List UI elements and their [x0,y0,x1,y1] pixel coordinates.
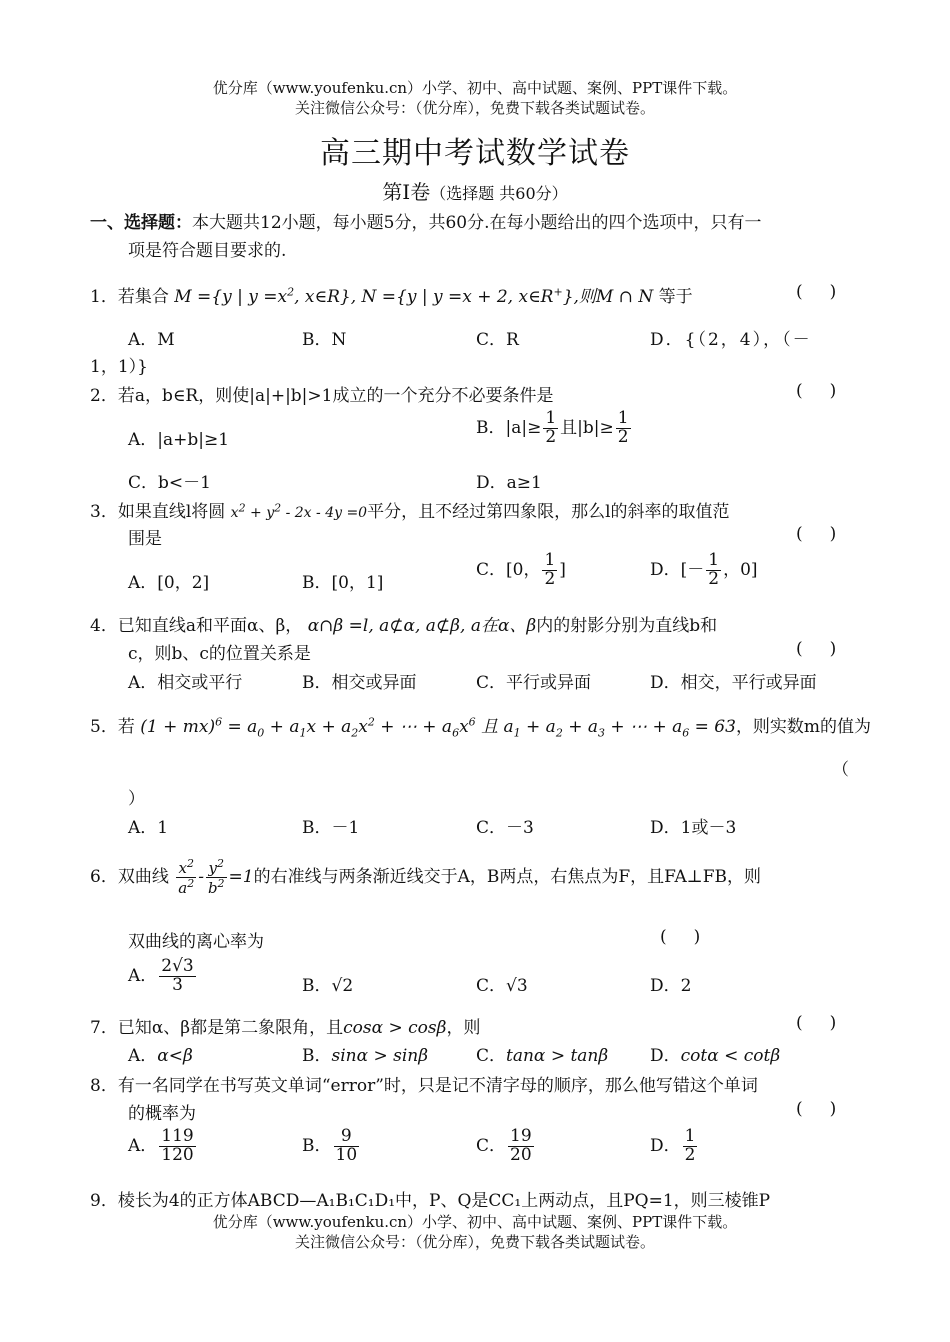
q2-b-frac-2-num: 1 [617,408,629,428]
q7-option-b [302,1041,428,1066]
q3-number: 3． [90,502,118,522]
q7-option-c [476,1041,608,1066]
q6-answer-blank: ( ) [660,927,701,947]
q2-b-frac-1 [543,410,558,447]
q2-b-mid: 且|b|≥ [560,417,614,438]
q6-c-label: C． [476,976,507,996]
q4-option-b: B．相交或异面 [302,673,417,693]
q7-pre: 已知α、β都是第二象限角，且 [117,1018,344,1038]
q1-formula: M ={y | $y =x^2$, x∈R}, N ={y | y =x + 2, x∈R+},则M ∩ N [174,285,654,307]
q8-text: 有一名同学在书写英文单词“error”时，只是记不清字母的顺序，那么他写错这个单词 [117,1076,758,1096]
q3-c-post: ] [559,559,566,580]
q5-option-d: D．1或－3 [650,818,737,838]
q8-d-den: 2 [684,1144,696,1165]
q7-answer-blank: ( ) [796,1013,837,1033]
q6-b-label: B． [302,976,332,996]
q3-formula: $x^2 + y^2 - 2x - 4y =0$ [230,501,368,521]
header-line-2: 关注微信公众号：（优分库），免费下载各类试题试卷。 [294,99,655,117]
q1-option-d: D．{（2，4），（－ [650,330,812,350]
q6-a-label: A． [128,965,158,986]
q2-b-frac-2 [616,410,631,447]
q8-a-label: A． [128,1135,158,1156]
q1-post: 等于 [658,287,693,307]
q4-formula: α∩β =l, a⊄α, a⊄β, a在α、β [307,616,537,636]
q2-option-d: D．a≥1 [476,473,542,493]
q3-answer-blank: ( ) [796,524,837,544]
page-title: 高三期中考试数学试卷 [320,136,630,171]
footer-line-2: 关注微信公众号：（优分库），免费下载各类试题试卷。 [294,1233,655,1251]
q8-a-den: 120 [161,1144,194,1165]
q4-pre: 已知直线a和平面α、β， [117,616,303,636]
q7-a-label: A． [128,1046,158,1066]
q3-option-c [476,552,566,589]
q8-d-frac [683,1128,698,1165]
q2-option-b [476,410,633,447]
q8-option-d [650,1128,699,1165]
question-5 [90,712,872,740]
q3-c-pre: C．[0， [476,559,541,580]
q5-option-b: B．－1 [302,818,360,838]
q4-option-c: C．平行或异面 [476,673,592,693]
question-1 [90,282,860,307]
q3-c-frac-num: 1 [544,550,556,570]
q6-pre: 双曲线 [117,866,169,887]
q3-option-d [650,552,758,589]
q1-number: 1． [90,287,118,307]
q3-option-a: A．[0，2] [128,573,210,593]
q8-c-num: 19 [510,1126,532,1146]
q5-paren-close: ） [128,789,145,809]
question-3 [90,497,860,522]
q2-b-frac-1-den: 2 [545,426,557,447]
q8-d-label: D． [650,1135,681,1156]
question-4 [90,611,860,636]
q3-d-frac-num: 1 [708,550,720,570]
subtitle-main: 第Ⅰ卷 [382,180,431,204]
q3-d-post: ，0] [723,559,758,580]
paper-subtitle [0,176,950,205]
q3-c-frac [542,552,557,589]
q8-number: 8． [90,1076,118,1096]
q2-answer-blank: ( ) [796,381,837,401]
q2-b-frac-2-den: 2 [617,426,629,447]
q1-answer-blank: ( ) [796,282,837,302]
q4-answer-blank: ( ) [796,639,837,659]
q1-option-b: B．N [302,330,347,350]
q7-d-label: D． [650,1046,681,1066]
q8-c-frac [508,1128,534,1165]
q7-post: ，则 [446,1018,481,1038]
q3-d-pre: D．[－ [650,559,705,580]
q8-b-label: B． [302,1135,332,1156]
q6-option-b [302,971,353,996]
question-7 [90,1013,860,1038]
section-intro [90,208,860,233]
q6-b-value: √2 [331,976,354,996]
q8-line-2: 的概率为 [128,1104,196,1124]
q2-b-frac-1-num: 1 [545,408,557,428]
section-label: 一、选择题： [90,213,192,233]
q6-c-value: √3 [506,976,528,996]
q8-option-b [302,1128,361,1165]
section-text-1: 本大题共12小题，每小题5分，共60分.在每小题给出的四个选项中，只有一 [192,213,762,233]
q7-b-label: B． [302,1046,332,1066]
q6-number: 6． [90,866,118,887]
q6-option-a [128,958,198,995]
q9-number: 9． [90,1191,118,1211]
q2-text: 若a，b∈R，则使|a|+|b|>1成立的一个充分不必要条件是 [117,386,554,406]
q8-b-frac [334,1128,360,1165]
q8-d-num: 1 [684,1126,696,1146]
q8-c-label: C． [476,1135,507,1156]
q7-option-a [128,1041,193,1066]
header-line-1: 优分库（www.youfenku.cn）小学、初中、高中试题、案例、PPT课件下载。 [212,79,738,97]
q3-d-frac [706,552,721,589]
q7-formula: cosα > cosβ [343,1018,447,1038]
q2-option-c: C．b<－1 [128,473,211,493]
q5-option-c: C．－3 [476,818,534,838]
q7-a-value: α<β [157,1046,193,1066]
q6-line-2: 双曲线的离心率为 [128,932,264,952]
question-9 [90,1186,860,1211]
q8-option-c [476,1128,536,1165]
subtitle-detail: （选择题 共60分） [430,184,568,203]
q8-a-frac [159,1128,195,1165]
q7-c-label: C． [476,1046,507,1066]
question-2 [90,381,860,406]
q9-text: 棱长为4的正方体ABCD—A₁B₁C₁D₁中，P、Q是CC₁上两动点，且PQ=1，则三棱锥P [117,1191,771,1211]
q2-b-pre: B．|a|≥ [476,417,542,438]
q1-option-a: A．M [128,330,175,350]
q4-option-d: D．相交，平行或异面 [650,673,817,693]
q8-c-den: 20 [510,1144,532,1165]
question-6 [90,858,860,897]
q8-b-den: 10 [335,1144,358,1165]
q3-line-2: 围是 [128,529,162,549]
q4-line-2: c，则b、c的位置关系是 [128,644,311,664]
q6-a-value: $\frac{2√3}{3}$ [161,956,194,995]
q5-formula: $(1 + mx)^6 = a_0 + a_1x + a_2x^2$ + ⋯ + $a_6x^6$ 且 $a_1 + a_2 + a_3$ + ⋯ + $a_6 = 63$ [140,715,736,740]
q2-number: 2． [90,386,118,406]
q7-option-d [650,1041,780,1066]
q5-pre: 若 [117,717,135,737]
q3-option-b: B．[0，1] [302,573,384,593]
q7-b-value: sinα > sinβ [331,1046,429,1066]
q7-c-value: tanα > tanβ [506,1046,609,1066]
q8-b-num: 9 [334,1128,360,1147]
q4-post: 内的射影分别为直线b和 [536,616,718,636]
q8-option-a [128,1128,198,1165]
q1-option-d-cont: 1，1）} [90,357,148,377]
q8-a-num: 119 [161,1126,194,1146]
q5-post: ，则实数m的值为 [735,717,872,737]
q5-number: 5． [90,717,118,737]
q8-answer-blank: ( ) [796,1099,837,1119]
section-text-2: 项是符合题目要求的. [128,241,287,261]
q1-pre: 若集合 [117,287,169,307]
q4-number: 4． [90,616,118,636]
q5-paren-open: （ [832,760,849,780]
q3-post: 平分，且不经过第四象限，那么l的斜率的取值范 [367,502,730,522]
footer-line-1: 优分库（www.youfenku.cn）小学、初中、高中试题、案例、PPT课件下载。 [212,1213,738,1231]
q3-d-frac-den: 2 [708,568,720,589]
q2-option-a: A．|a+b|≥1 [128,430,230,450]
q3-c-frac-den: 2 [544,568,556,589]
q5-option-a: A．1 [128,818,169,838]
q7-number: 7． [90,1018,118,1038]
q7-d-value: cotα < cotβ [680,1046,781,1066]
q6-option-c [476,971,528,996]
q6-option-d: D．2 [650,976,692,996]
q1-option-c: C．R [476,330,519,350]
q6-formula: $\frac{x^2}{a^2}$ - $\frac{y^2}{b^2}$ =1 [178,857,254,897]
question-8 [90,1071,860,1096]
q6-post: 的右准线与两条渐近线交于A，B两点，右焦点为F，且FA⊥FB，则 [253,866,762,887]
q3-pre: 如果直线l将圆 [117,502,226,522]
q4-option-a: A．相交或平行 [128,673,243,693]
